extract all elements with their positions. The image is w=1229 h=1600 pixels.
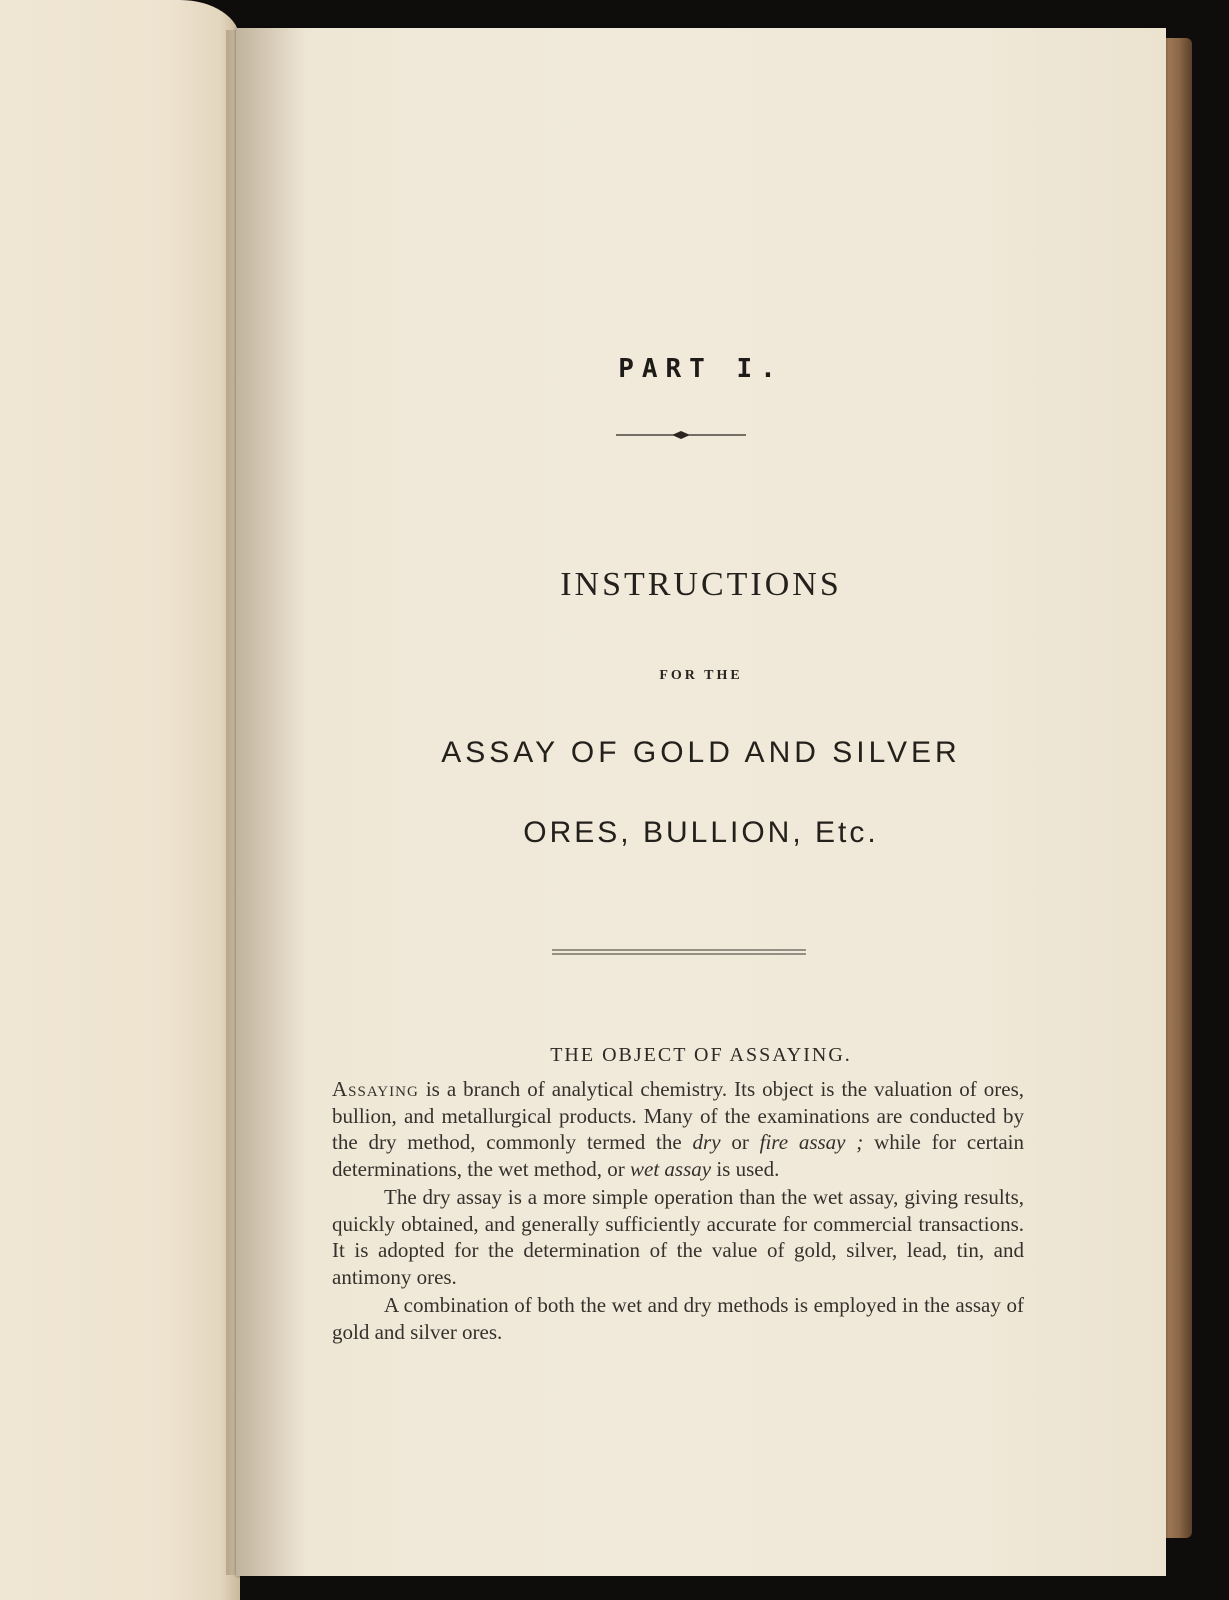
subtitle-line-2: ORES, BULLION, Etc. [523,816,879,849]
ornament-divider [616,428,746,442]
for-the-label: FOR THE [659,668,743,683]
right-page [236,28,1166,1576]
paragraph-1-text-d: is used. [711,1156,780,1181]
paragraph-1 [332,1076,1024,1182]
emphasis-wet-assay: wet assay [630,1156,712,1181]
paragraph-1-text-b: or [720,1130,760,1154]
emphasis-fire-assay: fire assay ; [759,1130,864,1154]
left-page [0,0,240,1600]
part-title: PART I. [618,354,784,384]
subtitle-line-1: ASSAY OF GOLD AND SILVER [441,736,961,769]
body-text [332,1076,1024,1345]
main-title: INSTRUCTIONS [560,566,842,603]
section-heading: THE OBJECT OF ASSAYING. [550,1044,852,1066]
lead-word: Assaying [332,1077,419,1101]
paragraph-3: A combination of both the wet and dry methods is employed in the assay of gold and silver ores. [332,1293,1024,1344]
paragraph-1-text-a: is a branch of analytical chemistry. Its object is the valuation of ores, bullion, and metallurgical products. Many of the examinations are conducted by the dry method, commonly termed the [332,1077,1024,1154]
paragraph-2: The dry assay is a more simple operation than the wet assay, giving results, quickly obtained, and generally sufficiently accurate for commercial transactions. It is adopted for the determination of the value of gold, silver, lead, tin, and antimony ores. [332,1185,1024,1289]
double-rule-divider [552,948,806,956]
page-content [236,28,1166,1576]
emphasis-dry: dry [692,1130,721,1154]
paragraph-1-text-c: while for certain determinations, the wet method, or [332,1130,1025,1181]
